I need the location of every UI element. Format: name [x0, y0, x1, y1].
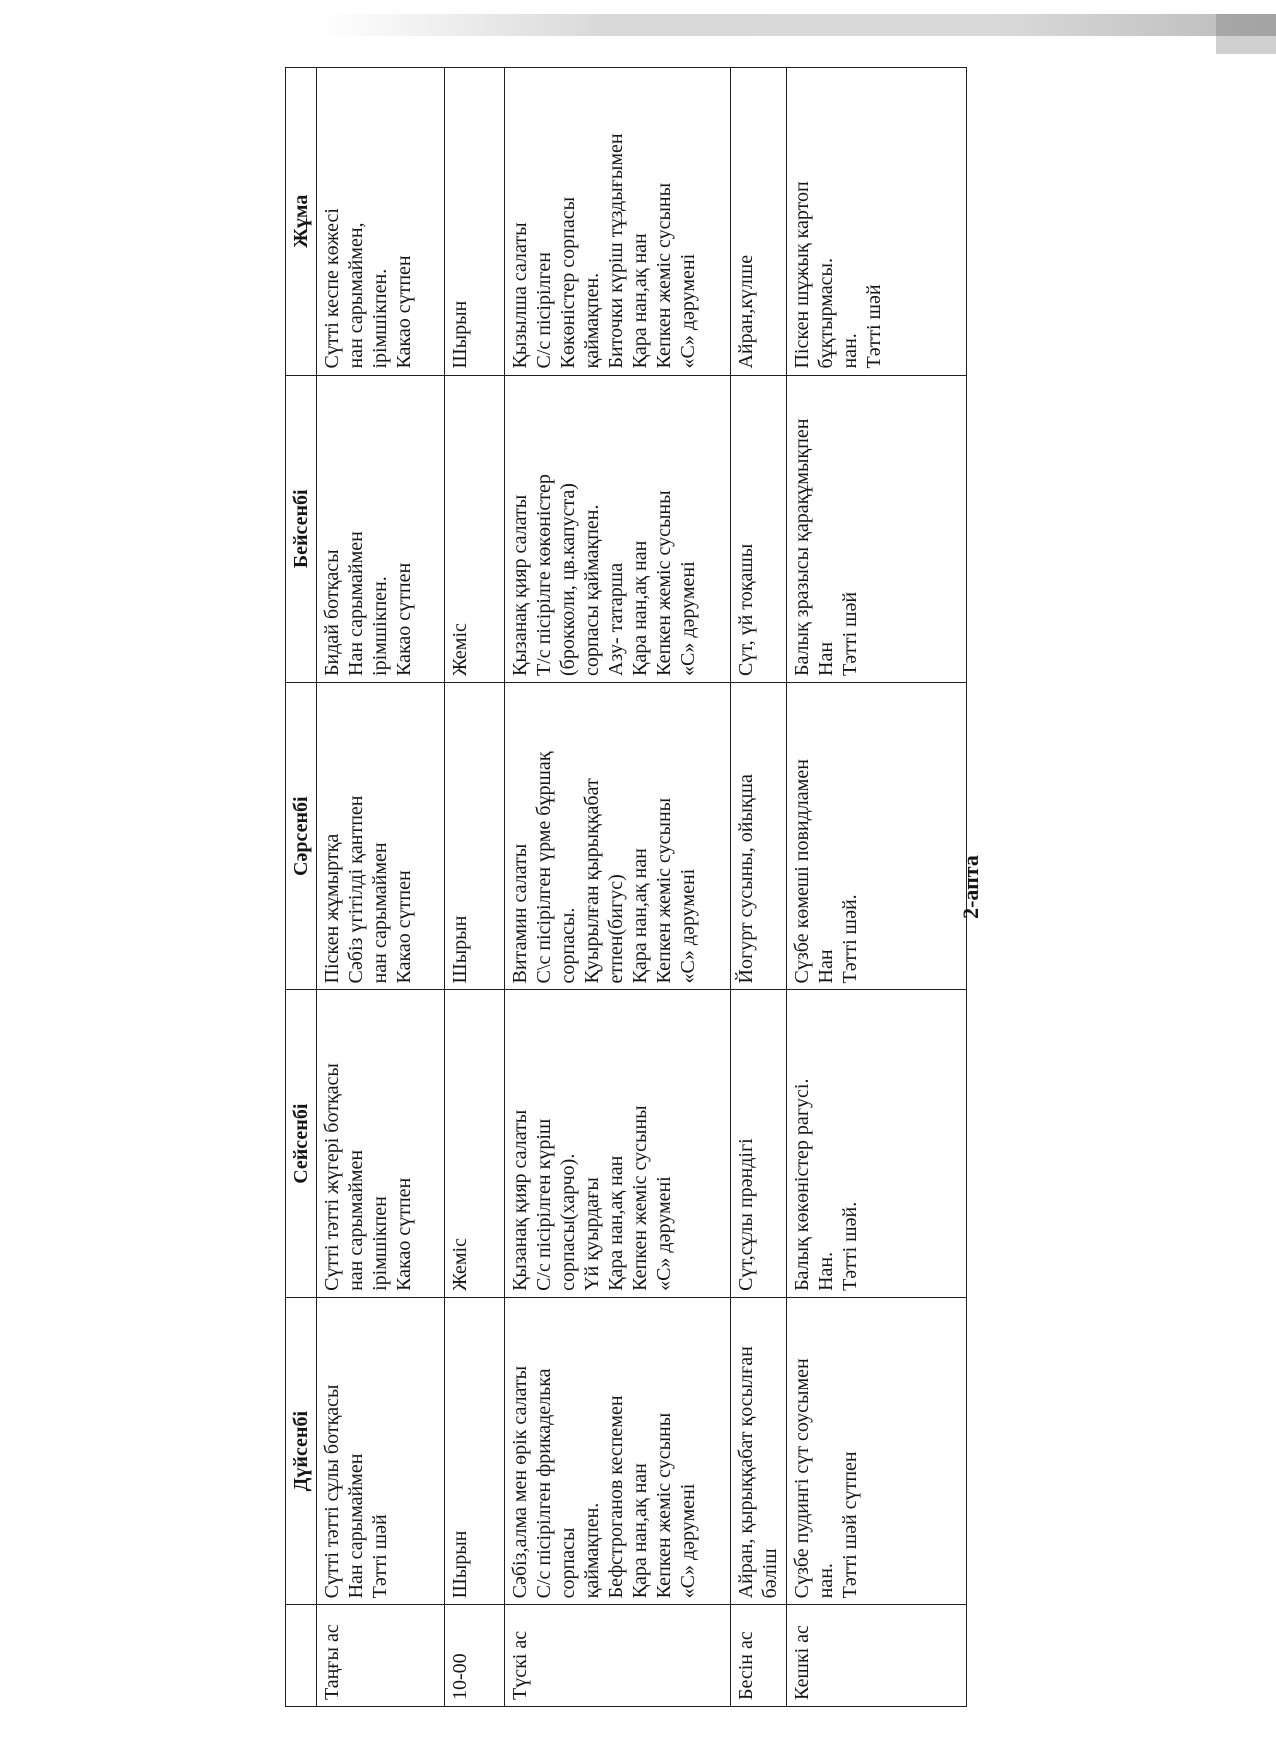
menu-cell: Қызанақ қияр салаты Т/с пісірілге көкөністер (брокколи, цв.капуста) сорпасы қаймақпен. Азу- татарша Қара нан,ақ нан Кепкен жеміс сусыны «С» дәрумені	[505, 375, 731, 682]
menu-cell: Сүтті тәтті жүгері ботқасы нан сарымаймен ірімшікпен Какао сүтпен	[317, 990, 445, 1297]
header-corner	[286, 1605, 317, 1707]
menu-cell: Шырын	[445, 68, 505, 376]
menu-cell: Айран, қырыққабат қосылған бәліш	[731, 1297, 787, 1604]
table-row-dinner	[787, 68, 967, 1707]
menu-cell: Піскен шұжық картоп бұқтырмасы. нан. Тәтті шәй	[787, 68, 967, 376]
menu-cell: Бидай ботқасы Нан сарымаймен ірімшікпен. Какао сүтпен	[317, 375, 445, 682]
table-row-snack	[445, 68, 505, 1707]
menu-cell: Піскен жұмыртқа Сәбіз үгітілді қантпен нан сарымаймен Какао сүтпен	[317, 682, 445, 989]
menu-cell: Йогурт сусыны, ойықша	[731, 682, 787, 989]
header-day-wednesday: Сәрсенбі	[286, 682, 317, 989]
rotated-page	[282, 67, 982, 1707]
scan-shadow-top	[320, 14, 1276, 36]
table-row-breakfast	[317, 68, 445, 1707]
scan-shadow-corner	[1216, 14, 1276, 54]
header-day-friday: Жұма	[286, 68, 317, 376]
menu-cell: Витамин салаты С\с пісірілген үрме бұршақ сорпасы. Қуырылған қырыққабат етпен(бигус) Қара нан,ақ нан Кепкен жеміс сусыны «С» дәрумені	[505, 682, 731, 989]
menu-cell: Сүт,сұлы прәндігі	[731, 990, 787, 1297]
menu-cell: Қызанақ қияр салаты С/с пісірілген күріш сорпасы(харчо). Үй қуырдағы Қара нан,ақ нан Кепкен жеміс сусыны «С» дәрумені	[505, 990, 731, 1297]
header-row	[286, 68, 317, 1707]
menu-cell: Балық көкөністер рагусі. Нан. Тәтті шәй.	[787, 990, 967, 1297]
menu-cell: Жеміс	[445, 375, 505, 682]
menu-cell: Қызылша салаты С/с пісірілген Көкөністер сорпасы қаймақпен. Биточки күріш тұздығымен Қара нан,ақ нан Кепкен жеміс сусыны «С» дәрумені	[505, 68, 731, 376]
meal-label: Бесін ас	[731, 1605, 787, 1707]
header-day-monday: Дүйсенбі	[286, 1297, 317, 1604]
menu-cell: Сәбіз,алма мен өрік салаты С/с пісірілген фрикаделька сорпасы қаймақпен. Бефстроганов кеспемен Қара нан,ақ нан Кепкен жеміс сусыны «С» дәрумені	[505, 1297, 731, 1604]
menu-cell: Сүтті тәтті сұлы ботқасы Нан сарымаймен Тәтті шәй	[317, 1297, 445, 1604]
table-row-afternoon-snack	[731, 68, 787, 1707]
menu-cell: Шырын	[445, 682, 505, 989]
menu-cell: Сүзбе көмеші повидламен Нан Тәтті шәй.	[787, 682, 967, 989]
table-row-lunch	[505, 68, 731, 1707]
weekly-menu-table	[285, 67, 967, 1707]
meal-label: Кешкі ас	[787, 1605, 967, 1707]
meal-label: Түскі ас	[505, 1605, 731, 1707]
menu-cell: Айран,күлше	[731, 68, 787, 376]
menu-cell: Сүзбе пудингі сүт соусымен нан. Тәтті шәй сүтпен	[787, 1297, 967, 1604]
page-title: 2-апта	[958, 855, 983, 919]
menu-cell: Сүт, үй тоқашы	[731, 375, 787, 682]
menu-cell: Жеміс	[445, 990, 505, 1297]
menu-cell: Балық зразысы қарақұмықпен Нан Тәтті шәй	[787, 375, 967, 682]
menu-cell: Шырын	[445, 1297, 505, 1604]
header-day-thursday: Бейсенбі	[286, 375, 317, 682]
header-day-tuesday: Сейсенбі	[286, 990, 317, 1297]
meal-label: 10-00	[445, 1605, 505, 1707]
menu-cell: Сүтті кеспе көжесі нан сарымаймен, ірімшікпен. Какао сүтпен	[317, 68, 445, 376]
meal-label: Таңғы ас	[317, 1605, 445, 1707]
